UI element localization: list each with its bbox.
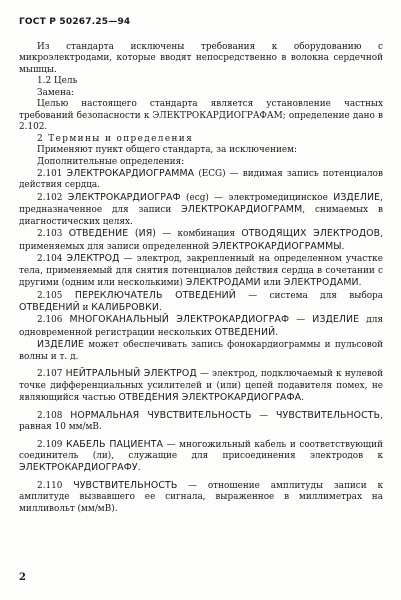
definition-term: ЭЛЕКТРОД: [66, 253, 120, 265]
definition-text: — электрод, подключаемый к нулевой точке дифференциальных усилителей и (или) цепей подавителя помех, не являющийся частью: [19, 369, 383, 404]
definition-text: (ecg) — электромедицинское: [180, 192, 334, 203]
definition-term: ЭЛЕКТРОДАМИ: [185, 277, 261, 289]
definition-term: КАБЕЛЬ ПАЦИЕНТА: [66, 438, 164, 450]
definition-text: или: [260, 278, 284, 289]
paragraph-exclusion: Из стандарта исключены требования к оборудованию с микроэлектродами, которые вводят непосредственно в волокна сердечной мышцы.: [19, 42, 383, 75]
definition-2-101: [19, 168, 383, 192]
definition-text: — система для выбора: [235, 290, 384, 301]
definition-text: и: [79, 302, 92, 313]
definition-2-109: [19, 439, 383, 475]
definition-text: для одновременной регистрации нескольких: [19, 315, 383, 338]
definition-term: ИЗДЕЛИЕ: [312, 314, 360, 326]
definition-number: 2.109: [37, 439, 63, 450]
definition-term: ЭЛЕКТРОДАМИ: [283, 277, 359, 289]
definition-number: 2.105: [37, 290, 63, 301]
definition-number: 2.106: [37, 315, 63, 326]
definition-term: ОТВЕДЕНИЙ: [214, 326, 276, 338]
definition-text: , предназначенное для записи: [19, 192, 383, 216]
definition-text: —: [251, 410, 276, 421]
definition-text: —: [289, 315, 313, 326]
definition-term: ИЗДЕЛИЕ: [333, 191, 381, 203]
definition-2-102: [19, 192, 383, 228]
definition-term: ЭЛЕКТРОКАРДИОГРАММА: [66, 167, 195, 179]
definition-number: 2.103: [37, 229, 63, 240]
definition-term: ЧУВСТВИТЕЛЬНОСТЬ: [276, 409, 381, 421]
definition-text: .: [341, 241, 345, 252]
definition-number: 2.101: [37, 168, 63, 179]
definition-text: .: [358, 278, 362, 289]
definition-term: ЭЛЕКТРОКАРДИОГРАММ: [181, 204, 303, 216]
definition-term: КАЛИБРОВКИ: [91, 301, 159, 313]
section-1-2-heading: 1.2 Цель: [37, 76, 78, 87]
definition-text: .: [158, 302, 162, 313]
definition-number: 2.107: [37, 369, 63, 380]
definition-text: (ECG) — видимая запись потенциалов действия сердца.: [19, 168, 384, 191]
definition-2-103: [19, 228, 383, 253]
definition-term: НЕЙТРАЛЬНЫЙ ЭЛЕКТРОД: [65, 368, 197, 380]
document-body: [19, 42, 383, 515]
section-2-heading: 2 Термины и определения: [37, 133, 194, 144]
definition-term: НОРМАЛЬНАЯ ЧУВСТВИТЕЛЬНОСТЬ: [70, 409, 252, 421]
definition-text: , снимаемых в диагностических целях.: [19, 205, 383, 227]
paragraph-purpose: Целью настоящего стандарта является установление частных требований безопасности к ЭЛЕКТРОКАРДИОГРАФАМ; определение дано в 2.102.: [19, 99, 383, 133]
replacement-label: Замена:: [37, 87, 75, 98]
definition-term: ЭЛЕКТРОКАРДИОГРАФ: [67, 191, 181, 203]
definition-number: 2.110: [37, 480, 63, 491]
definition-number: 2.104: [37, 254, 63, 265]
definition-text: — электрод, закрепленный на определенном участке тела, применяемый для снятия потенциалов действия сердца в сочетании с другими (одним или несколькими): [19, 254, 383, 289]
definition-2-106-note: [19, 339, 383, 363]
definition-text: — отношение амплитуды записи к амплитуде вызвавшего ее сигнала, выраженное в миллиметрах на милливольт (мм/мВ).: [19, 480, 384, 514]
definition-term: ЧУВСТВИТЕЛЬНОСТЬ: [73, 479, 178, 491]
definition-2-110: [19, 480, 383, 515]
definition-text: , применяемых для записи определенной: [19, 229, 384, 252]
definition-text: , равная 10 мм/мВ.: [19, 410, 383, 433]
definition-term: ОТВЕДЕНИЯ ЭЛЕКТРОКАРДИОГРАФА: [118, 392, 302, 404]
definition-2-106: [19, 314, 383, 339]
definition-term: ОТВЕДЕНИЙ: [19, 301, 80, 313]
definition-term: ЭЛЕКТРОКАРДИОГРАММЫ: [212, 240, 342, 252]
definition-2-108: [19, 410, 383, 434]
page-number: 2: [19, 572, 26, 583]
definition-number: 2.102: [37, 192, 63, 203]
definition-text: .: [275, 327, 279, 338]
definition-2-107: [19, 368, 383, 404]
definition-term: ПЕРЕКЛЮЧАТЕЛЬ ОТВЕДЕНИЙ: [74, 289, 236, 301]
definition-term: ОТВЕДЕНИЕ (ИЯ): [68, 228, 157, 240]
definition-2-105: [19, 290, 383, 315]
standard-header: ГОСТ Р 50267.25—94: [19, 17, 131, 27]
definition-term: ЭЛЕКТРОКАРДИОГРАФУ: [19, 462, 138, 474]
paragraph-additional-definitions: Дополнительные определения:: [37, 156, 185, 167]
definition-2-104: [19, 253, 383, 289]
definition-text: — многожильный кабель и соответствующий соединитель (ли), служащие для присоединения электродов к: [19, 439, 384, 461]
definition-text: .: [137, 463, 141, 474]
definition-text: .: [301, 393, 304, 404]
definition-term: ИЗДЕЛИЕ: [37, 339, 84, 351]
definition-text: может обеспечивать запись фонокардиограммы и пульсовой волны и т. д.: [19, 340, 383, 362]
definition-text: — комбинация: [156, 229, 242, 240]
paragraph-apply: Применяют пункт общего стандарта, за исключением:: [37, 145, 298, 156]
definition-term: МНОГОКАНАЛЬНЫЙ ЭЛЕКТРОКАРДИОГРАФ: [69, 314, 290, 326]
definition-term: ОТВОДЯЩИХ ЭЛЕКТРОДОВ: [241, 228, 381, 240]
definition-number: 2.108: [37, 410, 63, 421]
